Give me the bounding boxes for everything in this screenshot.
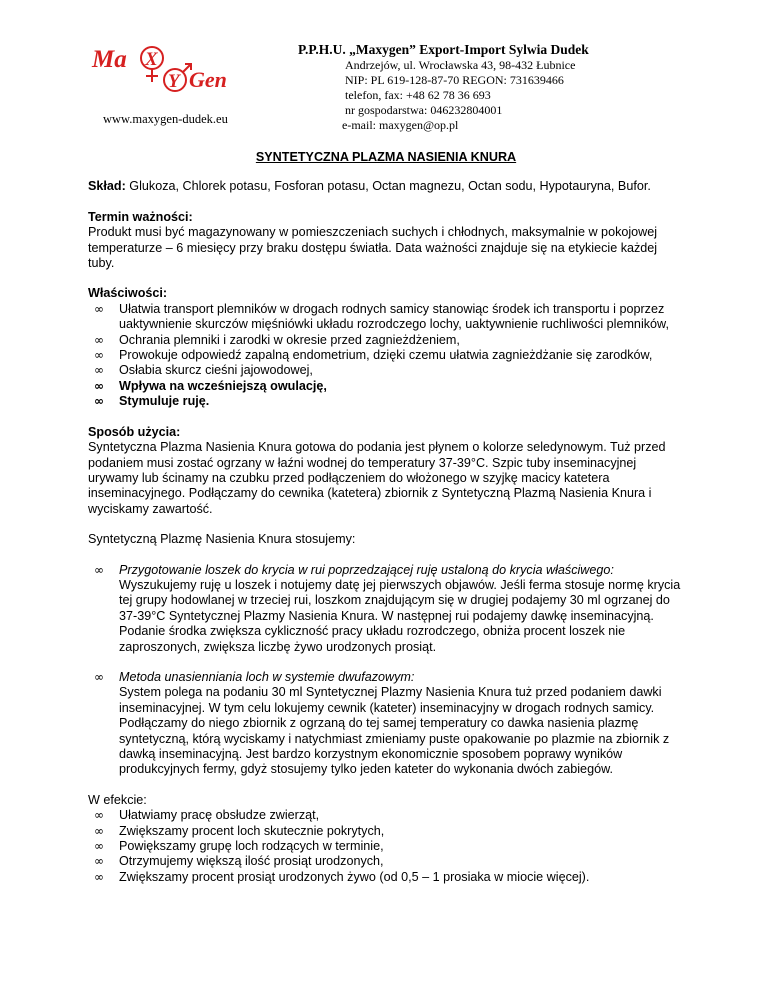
svg-text:X: X [145,49,158,70]
usage-section [88,425,684,517]
method-two-phase [88,670,684,778]
list-item: ∞ Wpływa na wcześniejszą owulację, [94,378,327,393]
infinity-bullet-icon: ∞ [94,854,104,869]
infinity-bullet-icon: ∞ [94,562,104,577]
infinity-bullet-icon: ∞ [94,669,104,684]
infinity-bullet-icon: ∞ [94,348,104,363]
usage-text: Syntetyczna Plazma Nasienia Knura gotowa do podania jest płynem o kolorze seledynowym. Tuż przed podaniem musi zostać ogrzany w łaźni wodnej do temperatury 37-39°C. Szpic tuby inseminacyjnej urywamy lub ścinamy na czubku przed podłączeniem do włożonego w szyjkę macicy katetera inseminacyjnego. Podłączamy do cewnika (katetera) zbiornik z Syntetyczną Plazmą Nasienia Knura i wyciskamy zawartość. [88,440,666,516]
expiry-label: Termin ważności: [88,209,193,224]
list-item: ∞ Ułatwiamy pracę obsłudze zwierząt, [94,808,320,823]
list-item: ∞ Stymuluje ruję. [94,394,210,409]
list-item: ∞ Zwiększamy procent loch skutecznie pokrytych, [94,823,385,838]
farm-number-line: nr gospodarstwa: 046232804001 [345,103,503,117]
infinity-bullet-icon: ∞ [94,378,104,393]
effects-list [88,808,684,885]
properties-section [88,286,684,409]
effects-section [88,793,684,885]
list-item: ∞ Prowokuje odpowiedź zapalną endometrium, dzięki czemu ułatwia zagnieżdżanie się zarodków, [94,348,653,363]
properties-label: Właściwości: [88,286,168,301]
list-item: ∞ Osłabia skurcz cieśni jajowodowej, [94,363,313,378]
method-text: Wyszukujemy ruję u loszek i notujemy datę jej pierwszych objawów. Jeśli ferma stosuje normę krycia tej grupy hodowlanej w trzeciej rui, loszkom znajdującym się w drugiej podajemy 30 ml ogrzanej do 37-39°C Syntetycznej Plazmy Nasienia Knura. W następnej rui podajemy dawkę inseminacyjną. [119,577,681,623]
maxygen-logo [90,40,240,96]
website-url[interactable]: www.maxygen-dudek.eu [103,112,228,126]
list-item: ∞ Otrzymujemy większą ilość prosiąt urodzonych, [94,854,384,869]
document-title: SYNTETYCZNA PLAZMA NASIENIA KNURA [255,150,517,164]
infinity-bullet-icon: ∞ [94,301,104,316]
infinity-bullet-icon: ∞ [94,808,104,823]
phone-line: telefon, fax: +48 62 78 36 693 [345,88,491,102]
list-item: ∞ Ułatwia transport plemników w drogach rodnych samicy stanowiąc środek ich transportu i poprzez uaktywnienie skurczów mięśniówki układu rozrodczego lochy, uaktywnienie ruchliwości plemników, [94,301,669,332]
infinity-bullet-icon: ∞ [94,823,104,838]
list-item: ∞ Powiększamy grupę loch rodzących w terminie, [94,839,384,854]
application-intro: Syntetyczną Plazmę Nasienia Knura stosujemy: [88,532,356,547]
method-text: System polega na podaniu 30 ml Syntetycznej Plazmy Nasienia Knura tuż przed podaniem dawki inseminacyjnej. W tym celu lokujemy cewnik (kateter) inseminacyjny w drogach rodnych samicy. Podłączamy do niego zbiornik z ogrzaną do tej samej temperatury co dawka nasienia plazmę syntetyczną, którą wyciskamy i natychmiast zmieniamy puste opakowanie po plazmie na zbiornik z dawką inseminacyjną. Jest bardzo korzystnym ekonomicznie sposobem poprawy wyników produkcyjnych fermy, gdyż stosujemy tylko jeden kateter do wykonania dwóch zabiegów. [119,685,670,777]
composition-paragraph [88,179,684,194]
infinity-bullet-icon: ∞ [94,869,104,884]
method-title: Metoda unasienniania loch w systemie dwufazowym: [119,669,415,684]
infinity-bullet-icon: ∞ [94,394,104,409]
company-name: P.P.H.U. „Maxygen” Export-Import Sylwia Dudek [298,42,589,57]
expiry-text: Produkt musi być magazynowany w pomieszczeniach suchych i chłodnych, maksymalnie w pokojowej temperaturze – 6 miesięcy przy braku dostępu światła. Data ważności znajduje się na etykiecie każdej tuby. [88,225,658,271]
document-body [88,150,684,885]
svg-text:Y: Y [168,71,180,92]
composition-label: Skład: [88,179,126,194]
infinity-bullet-icon: ∞ [94,332,104,347]
infinity-bullet-icon: ∞ [94,363,104,378]
usage-label: Sposób użycia: [88,424,181,439]
tax-id-line: NIP: PL 619-128-87-70 REGON: 731639466 [345,73,564,87]
expiry-section [88,210,684,272]
properties-list [88,302,684,410]
svg-text:Ma: Ma [92,46,127,73]
address-line: Andrzejów, ul. Wrocławska 43, 98-432 Łubnice [345,58,576,72]
method-title: Przygotowanie loszek do krycia w rui poprzedzającej ruję ustaloną do krycia właściwego: [119,562,614,577]
method-text: Podanie środka zwiększa cykliczność pracy układu rozrodczego, obniża procent loszek nie zaproszonych, zwiększa liczbę żywo urodzonych prosiąt. [119,624,626,654]
company-address [342,58,576,133]
svg-text:Gen: Gen [189,67,227,92]
method-preparation [88,563,684,655]
email-line[interactable]: e-mail: maxygen@op.pl [342,118,459,132]
list-item: ∞ Zwiększamy procent prosiąt urodzonych żywo (od 0,5 – 1 prosiaka w miocie więcej). [94,869,590,884]
effects-label: W efekcie: [88,792,147,807]
list-item: ∞ Ochrania plemniki i zarodki w okresie przed zagnieżdżeniem, [94,332,460,347]
composition-text: Glukoza, Chlorek potasu, Fosforan potasu, Octan magnezu, Octan sodu, Hypotauryna, Bufor. [125,179,651,194]
infinity-bullet-icon: ∞ [94,839,104,854]
